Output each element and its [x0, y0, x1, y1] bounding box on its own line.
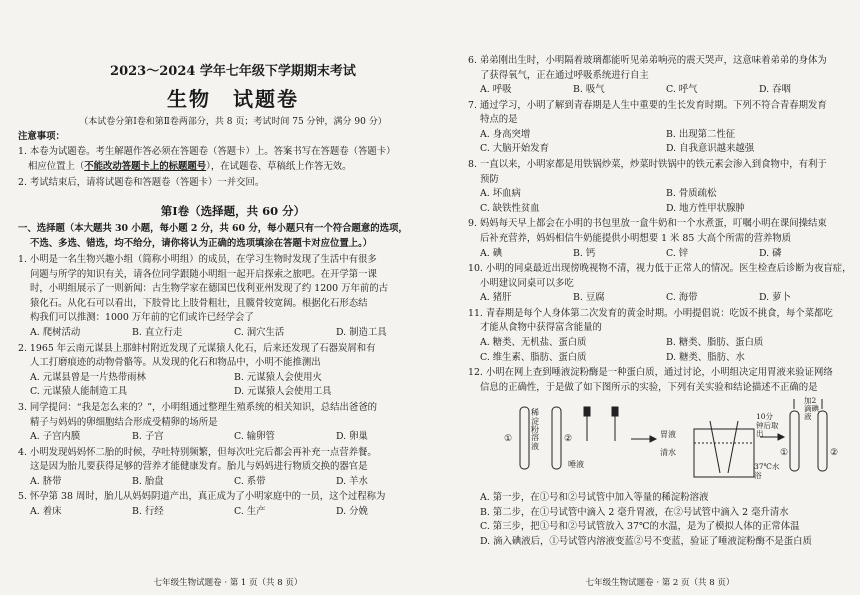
option[interactable]: A. 子宫内膜: [30, 431, 81, 443]
option[interactable]: D. 制造工具: [336, 327, 387, 339]
option[interactable]: B. 元谋猿人会使用火: [234, 371, 322, 383]
option[interactable]: A. 身高突增: [480, 128, 531, 140]
option[interactable]: C. 呼气: [666, 84, 698, 96]
option-list: [18, 430, 438, 445]
option-list: [18, 505, 438, 520]
section-intro-line-b: 不选、多选、错选，均不给分，请你将认为正确的选项填涂在答题卡对应位置上。）: [30, 237, 373, 249]
right-column: [468, 0, 852, 595]
option[interactable]: A. 坏血病: [480, 188, 521, 200]
left-column: [18, 0, 438, 595]
option[interactable]: B. 骨质疏松: [666, 188, 717, 200]
label-water: 清水: [660, 448, 676, 458]
question-stem-line: 12. 小明在网上查到唾液淀粉酶是一种蛋白质，通过讨论，小明组决定用胃液来验证网络: [468, 367, 833, 379]
section-intro-line-a: 一、选择题（本大题共 30 小题，每小题 2 分，共 60 分，每小题只有一个符合题意的选项，: [18, 223, 408, 234]
question: [468, 54, 852, 98]
option[interactable]: B. 直立行走: [132, 327, 183, 339]
subject-title: 生物 试题卷: [167, 87, 299, 111]
option[interactable]: C. 洞穴生活: [234, 327, 285, 339]
option-list: [18, 475, 438, 490]
note-1-line-a: 1. 本卷为试题卷。考生解题作答必须在答题卷（答题卡）上。答案书写在答题卷（答题卡）: [18, 146, 396, 157]
option-list: [18, 371, 438, 400]
question-stem-line: 后补充营养，妈妈相信牛奶能提供小明想要 1 米 85 大高个所需的营养物质: [480, 232, 792, 244]
option-list: [468, 187, 852, 216]
option[interactable]: B. 钙: [573, 247, 596, 259]
question-stem-line: 3. 同学提问：“我是怎么来的？”，小明组通过整理生殖系统的相关知识，总结出爸爸的: [18, 401, 378, 413]
experiment-svg: [468, 397, 852, 489]
note-1-line-b: [18, 160, 438, 175]
option[interactable]: C. 锌: [666, 247, 689, 259]
question: [468, 366, 852, 549]
question-stem-line: 问题与所学的知识有关，请各位同学跟随小明组一起开启探索之旅吧。在开学第一课: [30, 268, 377, 280]
note-1: [18, 145, 438, 174]
label-tube-1: ①: [504, 434, 513, 445]
option[interactable]: D. 自我意识越来越强: [666, 143, 755, 155]
notes-label: 注意事项：: [18, 131, 65, 142]
question-stem-line: 猿化石。从化石可以看出，下肢骨比上肢骨粗壮，且髋骨较宽阔。根据化石形态结: [30, 297, 368, 309]
option[interactable]: B. 子宫: [132, 431, 164, 443]
option[interactable]: D. 地方性甲状腺肿: [666, 202, 745, 214]
label-starch: 稀淀粉溶液: [531, 408, 539, 451]
option[interactable]: A. 碘: [480, 247, 503, 259]
question-stem-line: 了获得氧气，正在通过呼吸系统进行自主: [480, 69, 649, 81]
option-list: [468, 83, 852, 98]
option-list: [468, 247, 852, 262]
question-stem-line: 这是因为胎儿要获得足够的营养才能健康发育。胎儿与妈妈进行物质交换的器官是: [30, 461, 368, 473]
option[interactable]: B. 糖类、脂肪、蛋白质: [666, 336, 764, 348]
right-questions: [468, 54, 852, 550]
option[interactable]: D. 萝卜: [759, 292, 791, 304]
option[interactable]: C. 大脑开始发育: [480, 143, 550, 155]
label-shake: 10分钟后取出: [756, 412, 779, 438]
question-stem-line: 4. 小明发现妈妈怀二胎的时候，孕吐特别频繁，但每次吐完后都会再补充一点营养餐。: [18, 446, 377, 458]
question: [18, 446, 438, 490]
question-stem-line: 11. 青春期是每个人身体第二次发育的黄金时期。小明提倡说：吃饭不挑食，每个菜都吃: [468, 307, 833, 319]
label-gastric: 胃液: [660, 430, 676, 440]
question: [468, 262, 852, 306]
exam-title: 2023～2024 学年七年级下学期期末考试: [110, 64, 356, 79]
question: [468, 158, 852, 216]
option[interactable]: D. 羊水: [336, 475, 368, 487]
question-stem-line: 时，小明组展示了一则新闻：古生物学家在德国巴伐利亚州发现了约 1200 万年前的古: [30, 283, 388, 295]
question-stem-line: 10. 小明的同桌最近出现傍晚视物不清，视力低于正常人的情况。医生检查后诊断为夜盲症，: [468, 263, 852, 275]
option[interactable]: B. 吸气: [573, 84, 605, 96]
option[interactable]: D. 滴入碘液后，①号试管内溶液变蓝②号不变蓝，验证了唾液淀粉酶不是蛋白质: [480, 536, 812, 548]
note-1-prefix: 相应位置上（: [28, 160, 85, 172]
option-list: [468, 128, 852, 157]
option[interactable]: D. 卵巢: [336, 431, 368, 443]
option[interactable]: B. 胎盘: [132, 475, 164, 487]
left-question-list: [18, 222, 438, 521]
question: [18, 490, 438, 519]
footer-right: 七年级生物试题卷 · 第 2 页（共 8 页）: [585, 578, 735, 588]
option[interactable]: C. 海带: [666, 292, 698, 304]
exam-meta: （本试卷分第Ⅰ卷和第Ⅱ卷两部分，共 8 页；考试时间 75 分钟，满分 90 分）: [79, 117, 387, 127]
experiment-diagram: [468, 397, 852, 489]
note-2: 2. 考试结束后，请将试题卷和答题卷（答题卡）一并交回。: [18, 177, 265, 188]
question-stem-line: 8. 一直以来，小明家都是用铁锅炒菜，炒菜时铁锅中的铁元素会渗入到食物中，有利于: [468, 159, 827, 171]
option[interactable]: B. 出现第二性征: [666, 128, 736, 140]
option[interactable]: D. 糖类、脂肪、水: [666, 351, 745, 363]
question: [468, 307, 852, 365]
question-stem-line: 小明建议同桌可以多吃: [480, 277, 574, 289]
option[interactable]: B. 行经: [132, 505, 164, 517]
note-1-suffix: ），在试题卷、草稿纸上作答无效。: [206, 160, 352, 172]
question: [18, 342, 438, 400]
label-tube-3: ①: [780, 448, 789, 459]
option[interactable]: A. 糖类、无机盐、蛋白质: [480, 336, 587, 348]
option-list: [468, 336, 852, 365]
option[interactable]: C. 输卵管: [234, 431, 275, 443]
question-stem-line: 2. 1965 年云南元谋县上那蚌村附近发现了元谋猿人化石，后来还发现了石器炭屑和有: [18, 342, 376, 354]
question-stem-line: 预防: [480, 173, 499, 185]
label-saliva: 唾液: [568, 460, 584, 470]
question-stem-line: 人工打磨痕迹的动物骨骼等。从发现的化石和物品中，小明不能推测出: [30, 357, 321, 369]
note-1-underlined: 不能改动答题卡上的标题题号: [84, 160, 207, 172]
question-stem-line: 特点的是: [480, 114, 518, 126]
question-stem-line: 1. 小明是一名生物兴趣小组（简称小明组）的成员，在学习生物时发现了生活中有很多: [18, 254, 377, 266]
right-question-list: [468, 54, 852, 551]
left-questions: [18, 253, 438, 519]
question-stem-line: 构我们可以推测：1000 万年前的它们或许已经学会了: [30, 312, 254, 324]
question-stem-line: 才能从食物中获得富含能量的: [480, 322, 602, 334]
label-tube-2: ②: [564, 434, 573, 445]
option[interactable]: C. 维生素、脂肪、蛋白质: [480, 351, 587, 363]
footer-left: 七年级生物试题卷 · 第 1 页（共 8 页）: [153, 578, 303, 588]
question: [468, 99, 852, 157]
option-list: [468, 491, 852, 549]
question: [18, 401, 438, 445]
question-stem-line: 9. 妈妈每天早上都会在小明的书包里放一盒牛奶和一个水煮蛋，叮嘱小明在课间操结束: [468, 218, 827, 230]
label-temp: 37℃水浴: [754, 462, 780, 480]
option[interactable]: C. 元谋猿人能制造工具: [30, 386, 128, 398]
question-stem-line: 信息的正确性，于是做了如下图所示的实验，下列有关实验和结论描述不正确的是: [480, 381, 818, 393]
option[interactable]: C. 系带: [234, 475, 266, 487]
option[interactable]: C. 缺铁性贫血: [480, 202, 540, 214]
option[interactable]: D. 吞咽: [759, 84, 791, 96]
option-list: [18, 326, 438, 341]
option[interactable]: D. 分娩: [336, 505, 368, 517]
question-stem-line: 6. 弟弟刚出生时，小明隔着玻璃都能听见弟弟响亮的震天哭声，这意味着弟弟的身体为: [468, 55, 827, 66]
option[interactable]: A. 猪肝: [480, 292, 512, 304]
section-title: 第Ⅰ卷（选择题，共 60 分）: [160, 204, 306, 218]
option[interactable]: C. 第三步，把①号和②号试管放入 37℃的水温，是为了模拟人体的正常体温: [480, 521, 800, 533]
option[interactable]: B. 第二步，在①号试管中滴入 2 毫升胃液，在②号试管中滴入 2 毫升清水: [480, 506, 789, 518]
label-tube-4: ②: [830, 448, 839, 459]
option[interactable]: A. 爬树活动: [30, 327, 81, 339]
option[interactable]: A. 呼吸: [480, 84, 512, 96]
label-iodine: 加2滴碘液: [804, 396, 819, 422]
option[interactable]: A. 着床: [30, 505, 62, 517]
question-stem-line: 7. 通过学习，小明了解到青春期是人生中重要的生长发育时期。下列不符合青春期发育: [468, 99, 827, 111]
section-intro: [18, 222, 438, 251]
option[interactable]: A. 脐带: [30, 475, 62, 487]
option[interactable]: B. 豆腐: [573, 292, 605, 304]
option-list: [468, 291, 852, 306]
question-stem-line: 5. 怀孕第 38 周时，胎儿从妈妈阴道产出，真正成为了小明家庭中的一员，这个过程称为: [18, 491, 386, 503]
question: [468, 217, 852, 261]
option[interactable]: D. 磷: [759, 247, 782, 259]
question: [18, 253, 438, 340]
option[interactable]: D. 元谋猿人会使用工具: [234, 386, 332, 398]
option[interactable]: C. 生产: [234, 505, 266, 517]
option[interactable]: A. 第一步，在①号和②号试管中加入等量的稀淀粉溶液: [480, 492, 709, 504]
question-stem-line: 精子与妈妈的卵细胞结合形成受精卵的场所是: [30, 416, 218, 428]
option[interactable]: A. 元谋县曾是一片热带雨林: [30, 371, 146, 383]
